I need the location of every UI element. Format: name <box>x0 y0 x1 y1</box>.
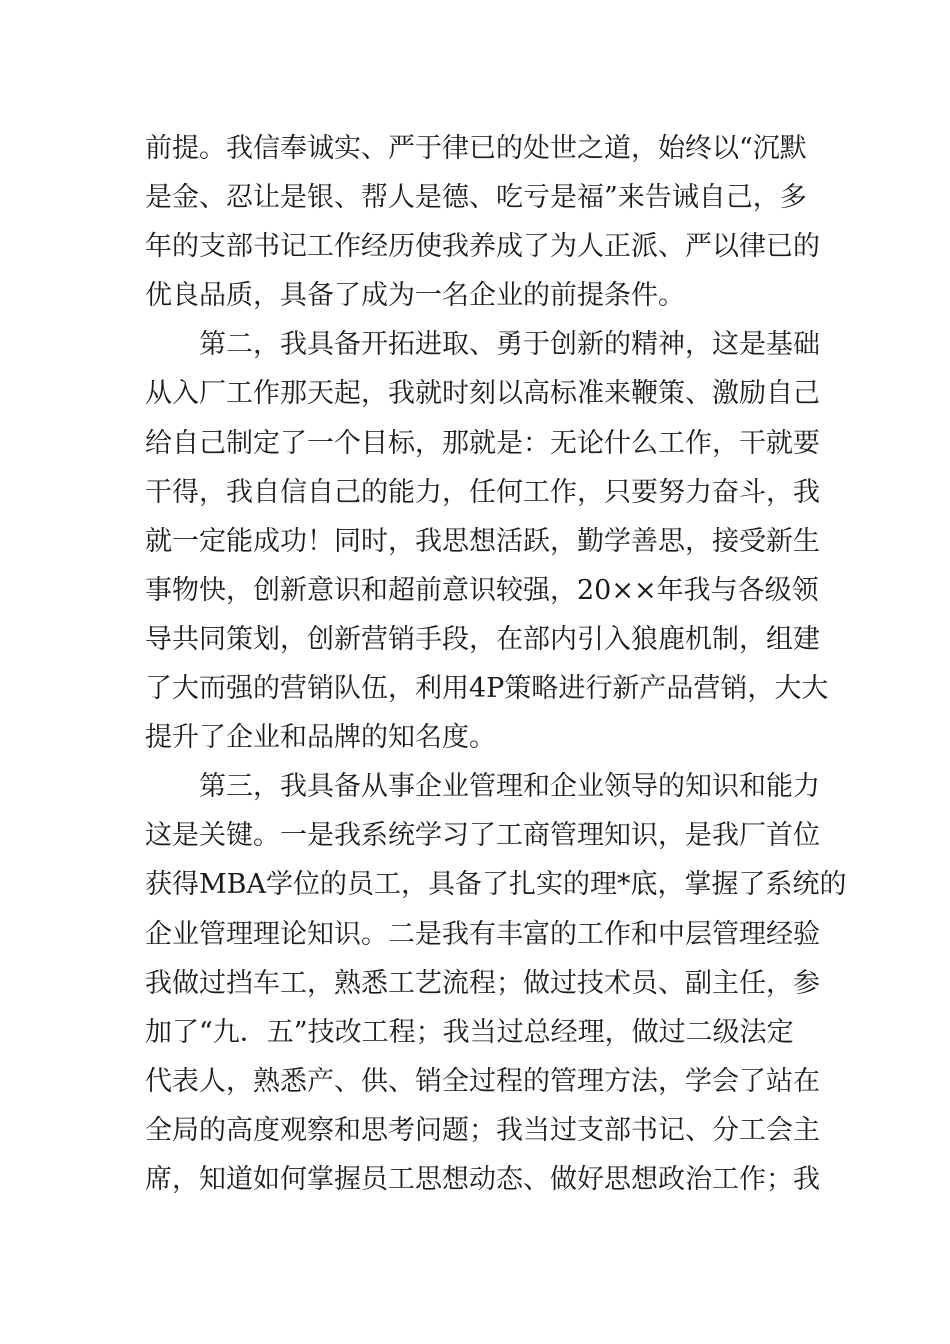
text-line: 给自己制定了一个目标，那就是：无论什么工作，干就要 <box>145 427 820 459</box>
text-line: 席，知道如何掌握员工思想动态、做好思想政治工作；我 <box>145 1163 820 1195</box>
text-line: 加了“九．五”技改工程；我当过总经理，做过二级法定 <box>145 1016 794 1048</box>
text-line: 事物快，创新意识和超前意识较强，20××年我与各级领 <box>145 574 819 606</box>
text-line: 获得MBA学位的员工，具备了扎实的理*底，掌握了系统的 <box>145 869 847 901</box>
paragraph-start-line: 第二，我具备开拓进取、勇于创新的精神，这是基础 <box>199 329 820 361</box>
text-line: 干得，我自信自己的能力，任何工作，只要努力奋斗，我 <box>145 476 820 508</box>
text-line: 这是关键。一是我系统学习了工商管理知识，是我厂首位 <box>145 820 820 852</box>
text-line: 年的支部书记工作经历使我养成了为人正派、严以律已的 <box>145 231 820 263</box>
text-line: 提升了企业和品牌的知名度。 <box>145 722 496 754</box>
text-line: 从入厂工作那天起，我就时刻以高标准来鞭策、激励自己 <box>145 378 820 410</box>
text-line: 了大而强的营销队伍，利用4P策略进行新产品营销，大大 <box>145 673 829 705</box>
text-line: 我做过挡车工，熟悉工艺流程；做过技术员、副主任，参 <box>145 967 820 999</box>
text-line: 企业管理理论知识。二是我有丰富的工作和中层管理经验 <box>145 918 820 950</box>
text-line: 全局的高度观察和思考问题；我当过支部书记、分工会主 <box>145 1114 820 1146</box>
paragraph-start-line: 第三，我具备从事企业管理和企业领导的知识和能力 <box>199 771 820 803</box>
body-text <box>145 124 847 1204</box>
text-line: 是金、忍让是银、帮人是德、吃亏是福”来告诫自己，多 <box>145 182 807 214</box>
text-line: 导共同策划，创新营销手段，在部内引入狼鹿机制，组建 <box>145 623 820 655</box>
text-line: 前提。我信奉诚实、严于律已的处世之道，始终以“沉默 <box>145 133 807 164</box>
text-line: 优良品质，具备了成为一名企业的前提条件。 <box>145 280 685 312</box>
text-line: 就一定能成功！同时，我思想活跃，勤学善思，接受新生 <box>145 525 820 557</box>
text-line: 代表人，熟悉产、供、销全过程的管理方法，学会了站在 <box>145 1065 820 1097</box>
